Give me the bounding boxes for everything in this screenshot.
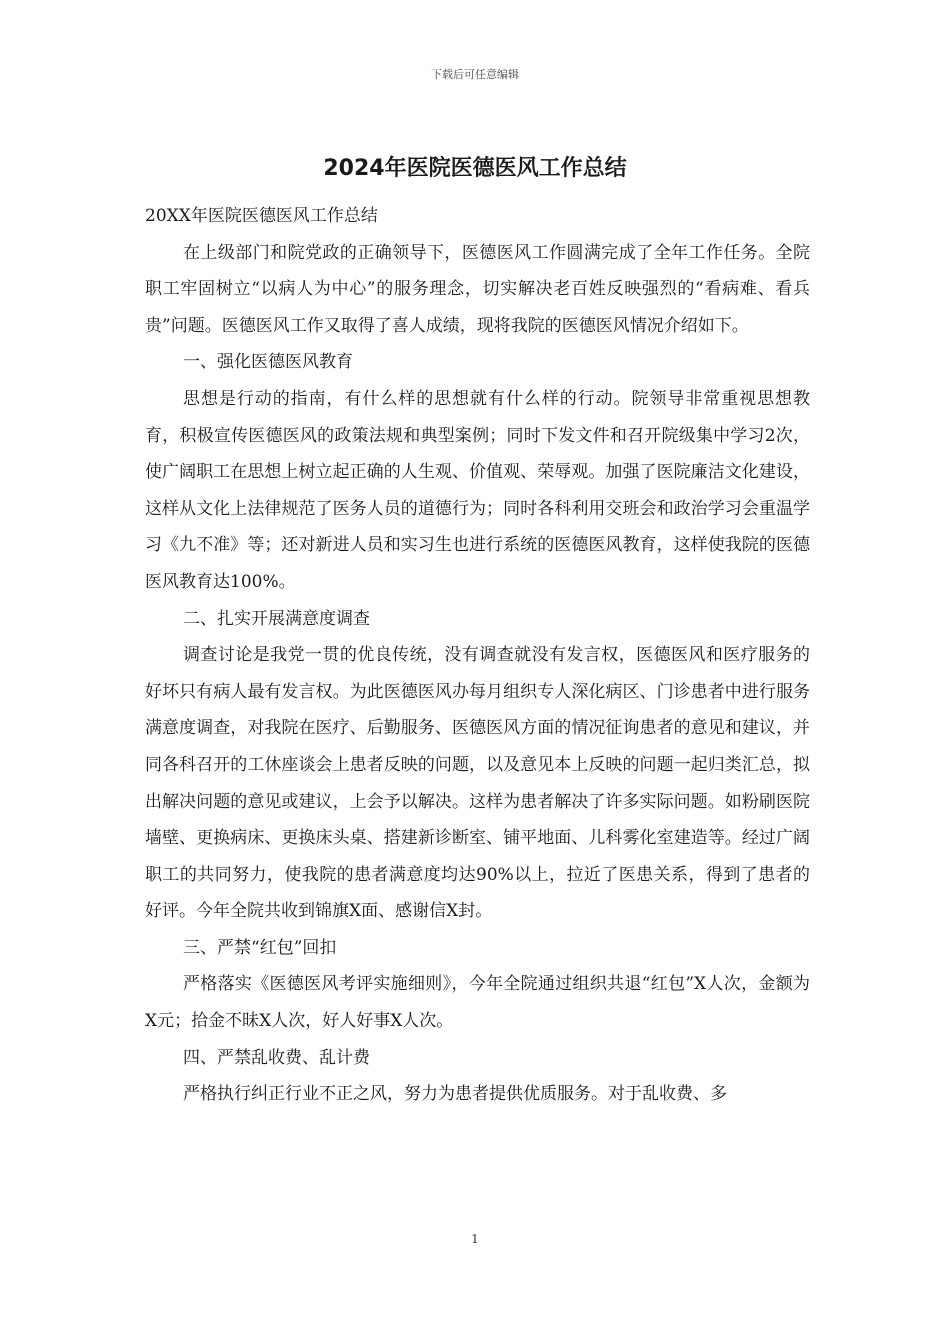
section-heading-1: 一、强化医德医风教育 xyxy=(183,352,353,373)
document-subtitle: 20XX年医院医德医风工作总结 xyxy=(145,206,378,226)
section-heading-3: 三、严禁“红包”回扣 xyxy=(183,937,337,958)
paragraph-intro: 在上级部门和院党政的正确领导下，医德医风工作圆满完成了全年工作任务。全院职工牢固树立“以病人为中心”的服务理念，切实解决老百姓反映强烈的“看病难、看兵贵”问题。医德医风工作又取得了喜人成绩，现将我院的医德医风情况介绍如下。 xyxy=(145,242,810,336)
document-body xyxy=(145,198,810,1113)
paragraph-section-4: 严格执行纠正行业不正之风，努力为患者提供优质服务。对于乱收费、多 xyxy=(183,1084,727,1105)
page-header-note: 下载后可任意编辑 xyxy=(431,68,519,81)
paragraph-section-2: 调查讨论是我党一贯的优良传统，没有调查就没有发言权，医德医风和医疗服务的好坏只有病人最有发言权。为此医德医风办每月组织专人深化病区、门诊患者中进行服务满意度调查，对我院在医疗、后勤服务、医德医风方面的情况征询患者的意见和建议，并同各科召开的工休座谈会上患者反映的问题，以及意见本上反映的问题一起归类汇总，拟出解决问题的意见或建议，上会予以解决。这样为患者解决了许多实际问题。如粉刷医院墙壁、更换病床、更换床头桌、搭建新诊断室、铺平地面、儿科雾化室建造等。经过广阔职工的共同努力，使我院的患者满意度均达90%以上，拉近了医患关系，得到了患者的好评。今年全院共收到锦旗X面、感谢信X封。 xyxy=(145,645,810,922)
paragraph-section-1: 思想是行动的指南，有什么样的思想就有什么样的行动。院领导非常重视思想教育，积极宣传医德医风的政策法规和典型案例；同时下发文件和召开院级集中学习2次，使广阔职工在思想上树立起正确的人生观、价值观、荣辱观。加强了医院廉洁文化建设，这样从文化上法律规范了医务人员的道德行为；同时各科利用交班会和政治学习会重温学习《九不准》等；还对新进人员和实习生也进行系统的医德医风教育，这样使我院的医德医风教育达100%。 xyxy=(145,388,810,592)
section-heading-2: 二、扎实开展满意度调查 xyxy=(183,608,370,629)
document-title: 2024年医院医德医风工作总结 xyxy=(323,156,627,181)
section-heading-4: 四、严禁乱收费、乱计费 xyxy=(183,1047,370,1068)
page-number: 1 xyxy=(471,1232,479,1246)
paragraph-section-3: 严格落实《医德医风考评实施细则》，今年全院通过组织共退“红包”X人次，金额为X元；拾金不昧X人次，好人好事X人次。 xyxy=(145,974,810,1032)
